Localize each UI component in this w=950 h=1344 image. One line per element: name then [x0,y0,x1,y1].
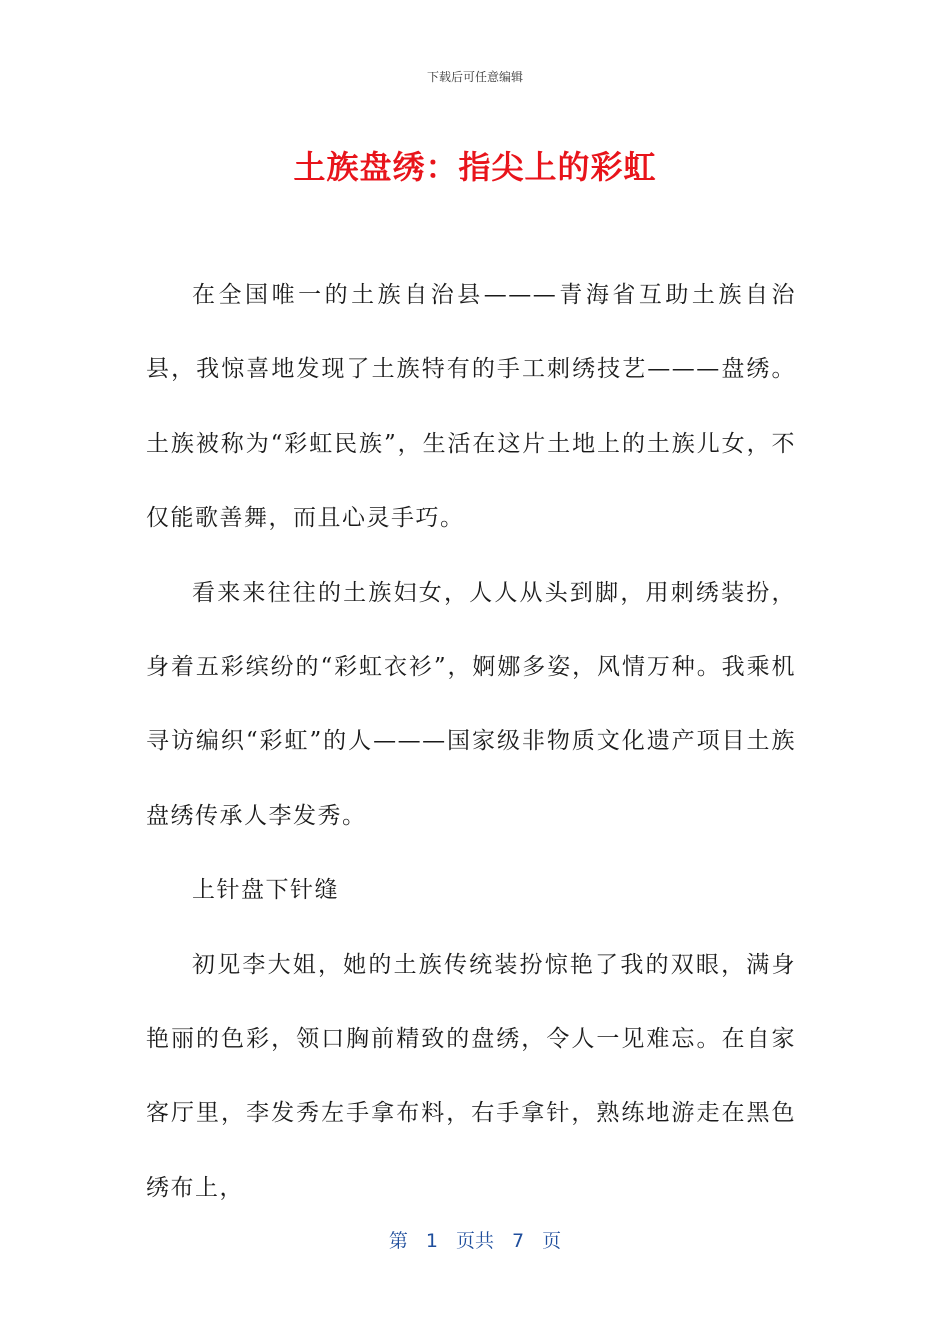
footer-total-pages: 7 [512,1230,525,1252]
document-title: 土族盘绣：指尖上的彩虹 [293,148,657,186]
document-body [146,258,796,1225]
footer-prefix: 第 [388,1230,408,1252]
paragraph-1: 在全国唯一的土族自治县———青海省互助土族自治县，我惊喜地发现了土族特有的手工刺绣技艺———盘绣。土族被称为“彩虹民族”，生活在这片土地上的土族儿女，不仅能歌善舞，而且心灵手巧。 [146,282,796,532]
header-note: 下载后可任意编辑 [426,70,523,84]
paragraph-2: 看来来往往的土族妇女，人人从头到脚，用刺绣装扮，身着五彩缤纷的“彩虹衣衫”，婀娜多姿，风情万种。我乘机寻访编织“彩虹”的人———国家级非物质文化遗产项目土族盘绣传承人李发秀。 [146,579,796,829]
page-footer [0,1226,950,1253]
footer-suffix: 页 [542,1230,562,1252]
footer-current-page: 1 [425,1230,438,1252]
section-heading: 上针盘下针缝 [192,877,339,904]
paragraph-3: 初见李大姐，她的土族传统装扮惊艳了我的双眼，满身艳丽的色彩，领口胸前精致的盘绣，令人一见难忘。在自家客厅里，李发秀左手拿布料，右手拿针，熟练地游走在黑色绣布上， [146,951,796,1201]
footer-middle: 页共 [455,1230,494,1252]
